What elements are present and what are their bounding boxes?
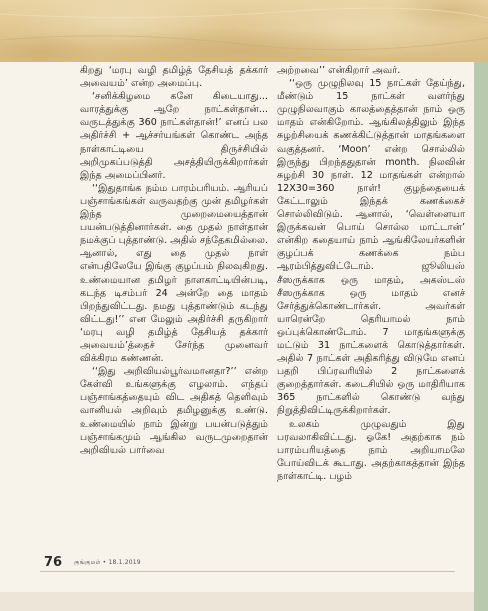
paragraph: கிறது ‘மரபு வழி தமிழ்த் தேசியத் தக்கார் அவையம்’ என்ற அமைப்பு.: [80, 65, 268, 90]
paragraph: உலகம் முழுவதும் இது பரவலாகிவிட்டது. ஓகே! அதற்காக நம் பாரம்பரியத்தை நாம் அறியாமலே போய்விடக் கூடாது. அதற்காகத்தான் இந்த நாள்காட்டி. பழம்: [277, 418, 465, 482]
article-column-left: [80, 64, 268, 564]
decorative-header-band: [0, 0, 488, 62]
paragraph: ‘‘இதுதாங்க நம்ம பாரம்பரியம். ஆரியப் பஞ்சாங்கங்கள் வருவதற்கு முன் தமிழர்கள் இந்த முறைமையைத்தான் பயன்படுத்தினார்கள். தை முதல் நாள்தான் நமக்குப் புத்தாண்டு. அதில் சந்தேகமில்லை. ஆனால், எது தை முதல் நாள் என்பதிலேயே இங்கு குழப்பம் நிலவுகிறது. உண்மையான தமிழர் நாளகாட்டியின்படி, கடந்த டிசம்பர் 24 அன்றே தை மாதம் பிறந்துவிட்டது. நமது புத்தாண்டும் கடந்து விட்டது!’’ என மேலும் அதிர்ச்சி தருகிறார் ‘மரபு வழி தமிழ்த் தேசியத் தக்கார் அவையம்’த்தைச் சேர்ந்த முனைவர் விக்கிரம கண்ணன்.: [80, 182, 268, 365]
paragraph: ‘‘ஒரு முழுநிலவு 15 நாட்கள் தேய்ந்து, மீண்டும் 15 நாட்கள் வளர்ந்து முழுநிலவாகும் காலத்தைத்தான் நாம் ஒரு மாதம் என்கிறோம். ஆங்கிலத்திலும் இந்த சுழற்சியைக் கணக்கிட்டுத்தான் மாதங்களை வகுத்தனர். ‘Moon’ என்ற சொல்லில் இருந்து பிறந்ததுதான் month. நிலவின் சுழற்சி 30 நாள். 12 மாதங்கள் என்றால் 12X30=360 நாள்! குழந்தையைக் கேட்டாலும் இந்தக் கணக்கைச் சொல்லிவிடும். ஆனால், ‘வெள்ளையா இருக்கவன் பொய் சொல்ல மாட்டான்’ என்கிற கதையாய் நாம் ஆங்கிலேயர்களின் குழப்பக் கணக்கை நம்ப ஆரம்பித்துவிட்டோம். ஜூலியஸ் சீஸருக்காக ஒரு மாதம், அகஸ்டஸ் சீஸருக்காக ஒரு மாதம் எனச் சேர்த்துக்கொண்டார்கள். அவர்கள் யாரென்றே தெரியாமல் நாம் ஒப்புக்கொண்டோம். 7 மாதங்களுக்கு மட்டும் 31 நாட்களைக் கொடுத்தார்கள். அதில் 7 நாட்கள் அதிகரித்து விடுமே எனப் பதறி பிப்ரவரியில் 2 நாட்களைக் குறைத்தார்கள். கடைசியில் ஒரு மாதிரியாக 365 நாட்களில் கொண்டு வந்து நிறுத்திவிட்டிருக்கிறார்கள்.: [277, 78, 465, 417]
issue-date-label: குங்குமம் • 18.1.2019: [74, 559, 141, 566]
article-column-right: [277, 64, 465, 564]
paragraph: ‘‘இது அறிவியல்பூர்வமானதா?’’ என்ற கேள்வி உங்களுக்கு எழலாம். எந்தப் பஞ்சாங்கத்தையும் விட அதிகத் தெளிவும் வானியல் அறிவும் தமிழனுக்கு உண்டு. உண்மையில் நாம் இன்று பயன்படுத்தும் பஞ்சாங்கமும் ஆங்கில வருடமுறைதான் அறிவியல் பார்வை: [80, 366, 268, 456]
footer-divider: [40, 571, 455, 572]
paper-texture-graphic: [0, 0, 488, 62]
paragraph: அற்றவை’’ என்கிறார் அவர்.: [277, 65, 401, 76]
page-edge-strip: [474, 62, 488, 611]
paragraph: ‘சனிக்கிழமை கனே கிடையாது... வாரத்துக்கு ஆறே நாட்கள்தான்... வருடத்துக்கு 360 நாட்கள்தான்!’ எனப் பல அதிர்ச்சி + ஆச்சர்யங்கள் கொண்ட அந்த நாள்காட்டியை திருச்சியில் அறிமுகப்படுத்தி அசத்தியிருக்கிறார்கள் இந்த அமைப்பினர்.: [80, 91, 268, 181]
bottom-margin-band: [0, 592, 474, 611]
page-number: 76: [44, 555, 63, 570]
